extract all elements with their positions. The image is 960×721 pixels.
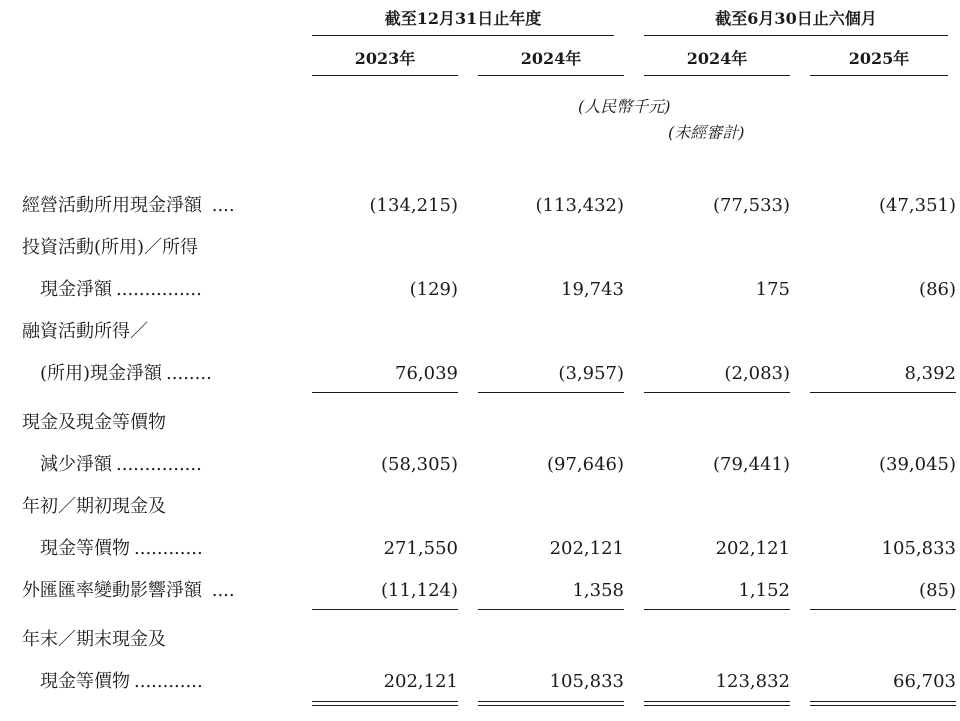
table-cell: 175 [755, 279, 790, 300]
table-cell: (97,646) [546, 454, 624, 475]
table-cell: (134,215) [369, 195, 458, 216]
row-label-financing-line1: 融資活動所得／ [22, 319, 312, 345]
subtotal-rule [810, 392, 956, 393]
table-cell: (85) [919, 580, 956, 601]
table-cell: (113,432) [535, 195, 624, 216]
table-cell: (11,124) [380, 580, 458, 601]
total-double-rule [478, 701, 624, 706]
table-cell: 8,392 [904, 363, 956, 384]
total-double-rule [810, 701, 956, 706]
row-label-opening-line1: 年初／期初現金及 [22, 494, 312, 520]
table-cell: 202,121 [715, 538, 790, 559]
row-label-net-decrease-line1: 現金及現金等價物 [22, 410, 312, 436]
row-label-investing-line2: 現金淨額 ............... [40, 279, 202, 300]
table-cell: 123,832 [715, 671, 790, 692]
table-cell: 105,833 [549, 671, 624, 692]
column-header-2025: 2025年 [810, 46, 948, 76]
total-double-rule [644, 701, 790, 706]
table-cell: (129) [409, 279, 458, 300]
table-cell: 202,121 [383, 671, 458, 692]
subtotal-rule [644, 392, 790, 393]
table-cell: (79,441) [712, 454, 790, 475]
unaudited-note: (未經審計) [668, 123, 745, 142]
subtotal-rule [644, 609, 790, 610]
row-label-financing-line2: (所用)現金淨額 ........ [40, 363, 212, 384]
currency-unit-note: (人民幣千元) [578, 97, 671, 116]
table-cell: (39,045) [878, 454, 956, 475]
table-cell: 1,358 [572, 580, 624, 601]
column-header-2024-year: 2024年 [478, 46, 624, 76]
table-cell: (3,957) [558, 363, 624, 384]
row-label-fx-effect: 外匯匯率變動影響淨額 .... [22, 580, 235, 601]
row-label-operating: 經營活動所用現金淨額 .... [22, 195, 235, 216]
table-cell: (86) [919, 279, 956, 300]
column-header-2023: 2023年 [312, 46, 458, 76]
subtotal-rule [810, 609, 956, 610]
table-cell: (58,305) [380, 454, 458, 475]
subtotal-rule [478, 392, 624, 393]
table-cell: (47,351) [878, 195, 956, 216]
year-ended-group-header: 截至12月31日止年度 [312, 6, 614, 36]
row-label-opening-line2: 現金等價物 ............ [40, 538, 203, 559]
row-label-closing-line1: 年末／期末現金及 [22, 627, 312, 653]
table-cell: (2,083) [724, 363, 790, 384]
table-cell: 1,152 [738, 580, 790, 601]
table-cell: 202,121 [549, 538, 624, 559]
subtotal-rule [478, 609, 624, 610]
six-months-group-header: 截至6月30日止六個月 [644, 6, 948, 36]
total-double-rule [312, 701, 458, 706]
column-header-2024-half: 2024年 [644, 46, 790, 76]
table-cell: 66,703 [893, 671, 956, 692]
row-label-net-decrease-line2: 減少淨額 ............... [40, 454, 202, 475]
table-cell: 19,743 [561, 279, 624, 300]
table-cell: 271,550 [383, 538, 458, 559]
row-label-investing-line1: 投資活動(所用)／所得 [22, 235, 312, 261]
table-cell: 105,833 [881, 538, 956, 559]
subtotal-rule [312, 609, 458, 610]
table-cell: (77,533) [712, 195, 790, 216]
subtotal-rule [312, 392, 458, 393]
table-cell: 76,039 [395, 363, 458, 384]
row-label-closing-line2: 現金等價物 ............ [40, 671, 203, 692]
